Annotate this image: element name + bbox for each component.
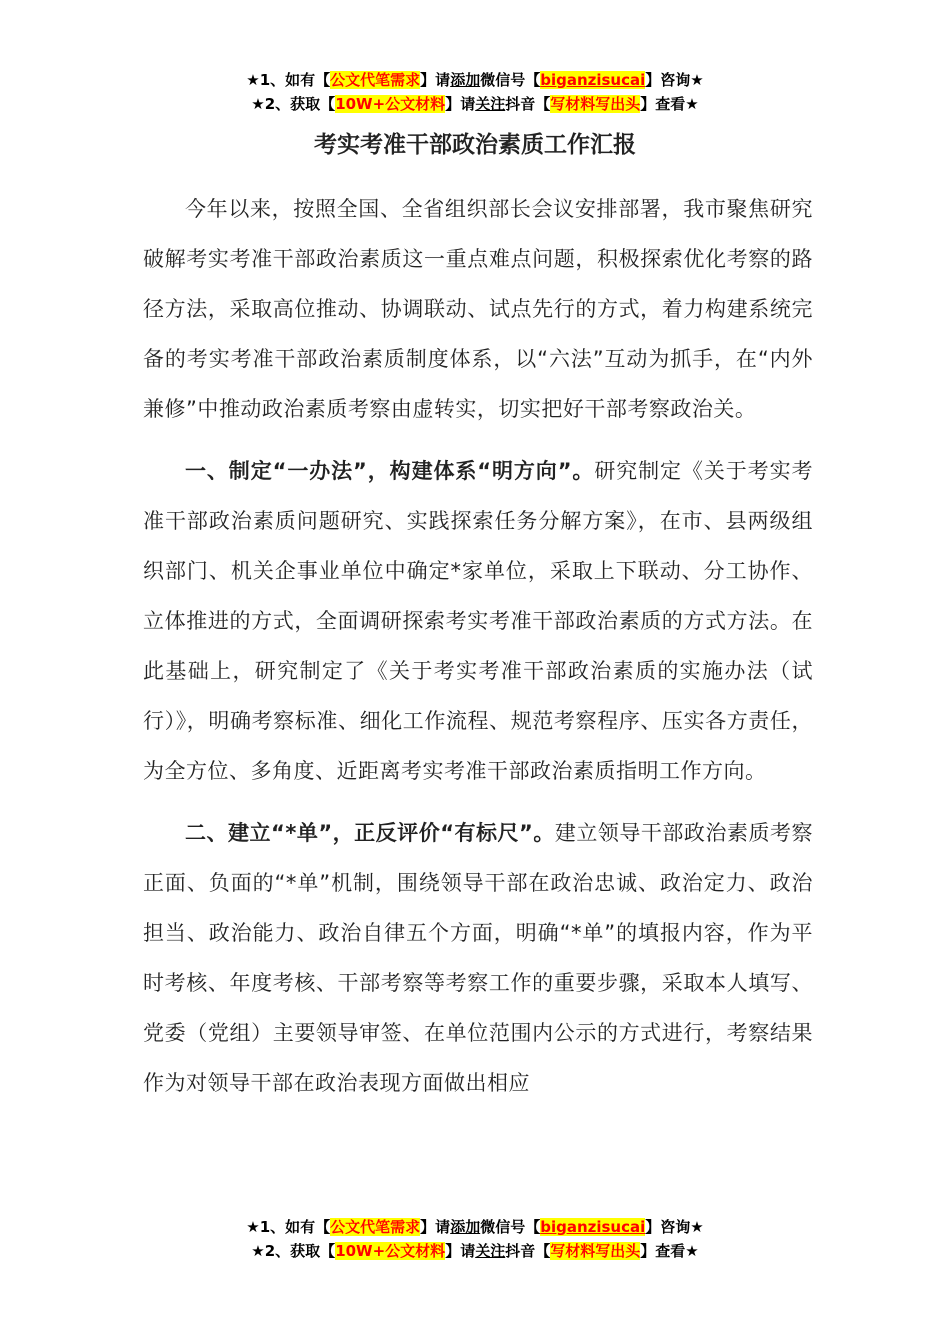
paragraph-text: 建立领导干部政治素质考察正面、负面的“*单”机制，围绕领导干部在政治忠诚、政治定力、政治担当、政治能力、政治自律五个方面，明确“*单”的填报内容，作为平时考核、年度考核、干部考察等考察工作的重要步骤，采取本人填写、党委（党组）主要领导审签、在单位范围内公示的方式进行，考察结果作为对领导干部在政治表现方面做出相应 [143, 821, 813, 1095]
promo-text: 微信号【 [480, 71, 541, 89]
promo-emphasis: 关注 [475, 95, 506, 113]
highlight-service: 公文代笔需求 [330, 1218, 421, 1236]
paragraph-section-2 [143, 808, 813, 1108]
promo-banner-top [0, 68, 950, 116]
promo-text: ★2、获取【 [251, 95, 336, 113]
promo-line-1 [0, 68, 950, 92]
promo-emphasis: 添加 [450, 71, 481, 89]
promo-emphasis: 添加 [450, 1218, 481, 1236]
promo-text: 抖音【 [505, 1242, 551, 1260]
paragraph-intro [143, 184, 813, 434]
promo-text: 抖音【 [505, 95, 551, 113]
paragraph-text: 研究制定《关于考实考准干部政治素质问题研究、实践探索任务分解方案》，在市、县两级组织部门、机关企事业单位中确定*家单位，采取上下联动、分工协作、立体推进的方式，全面调研探索考实考准干部政治素质的方式方法。在此基础上，研究制定了《关于考实考准干部政治素质的实施办法（试行）》，明确考察标准、细化工作流程、规范考察程序、压实各方责任，为全方位、多角度、近距离考实考准干部政治素质指明工作方向。 [143, 459, 813, 783]
promo-line-1 [0, 1215, 950, 1239]
promo-text: ★1、如有【 [246, 71, 331, 89]
document-title: 考实考准干部政治素质工作汇报 [314, 132, 636, 158]
promo-banner-bottom [0, 1215, 950, 1263]
section-heading: 一、制定“一办法”，构建体系“明方向”。 [185, 459, 595, 483]
promo-text: 】请 [445, 1242, 476, 1260]
promo-text: 】请 [420, 71, 451, 89]
highlight-service: 公文代笔需求 [330, 71, 421, 89]
wechat-id-link[interactable]: biganzisucai [540, 71, 646, 89]
douyin-account: 写材料写出头 [550, 1242, 641, 1260]
highlight-materials: 10W+公文材料 [335, 1242, 446, 1260]
promo-text: 】请 [420, 1218, 451, 1236]
wechat-id-link[interactable]: biganzisucai [540, 1218, 646, 1236]
promo-emphasis: 关注 [475, 1242, 506, 1260]
highlight-materials: 10W+公文材料 [335, 95, 446, 113]
section-heading: 二、建立“*单”，正反评价“有标尺”。 [185, 821, 555, 845]
promo-text: 】查看★ [640, 95, 699, 113]
promo-line-2 [0, 92, 950, 116]
promo-text: ★1、如有【 [246, 1218, 331, 1236]
promo-text: ★2、获取【 [251, 1242, 336, 1260]
douyin-account: 写材料写出头 [550, 95, 641, 113]
promo-text: 】咨询★ [645, 1218, 704, 1236]
promo-text: 】咨询★ [645, 71, 704, 89]
promo-text: 】请 [445, 95, 476, 113]
promo-text: 微信号【 [480, 1218, 541, 1236]
promo-text: 】查看★ [640, 1242, 699, 1260]
paragraph-text: 今年以来，按照全国、全省组织部长会议安排部署，我市聚焦研究破解考实考准干部政治素质这一重点难点问题，积极探索优化考察的路径方法，采取高位推动、协调联动、试点先行的方式，着力构建系统完备的考实考准干部政治素质制度体系，以“六法”互动为抓手，在“内外兼修”中推动政治素质考察由虚转实，切实把好干部考察政治关。 [143, 197, 813, 421]
promo-line-2 [0, 1239, 950, 1263]
paragraph-section-1 [143, 446, 813, 796]
document-body [143, 184, 813, 1120]
